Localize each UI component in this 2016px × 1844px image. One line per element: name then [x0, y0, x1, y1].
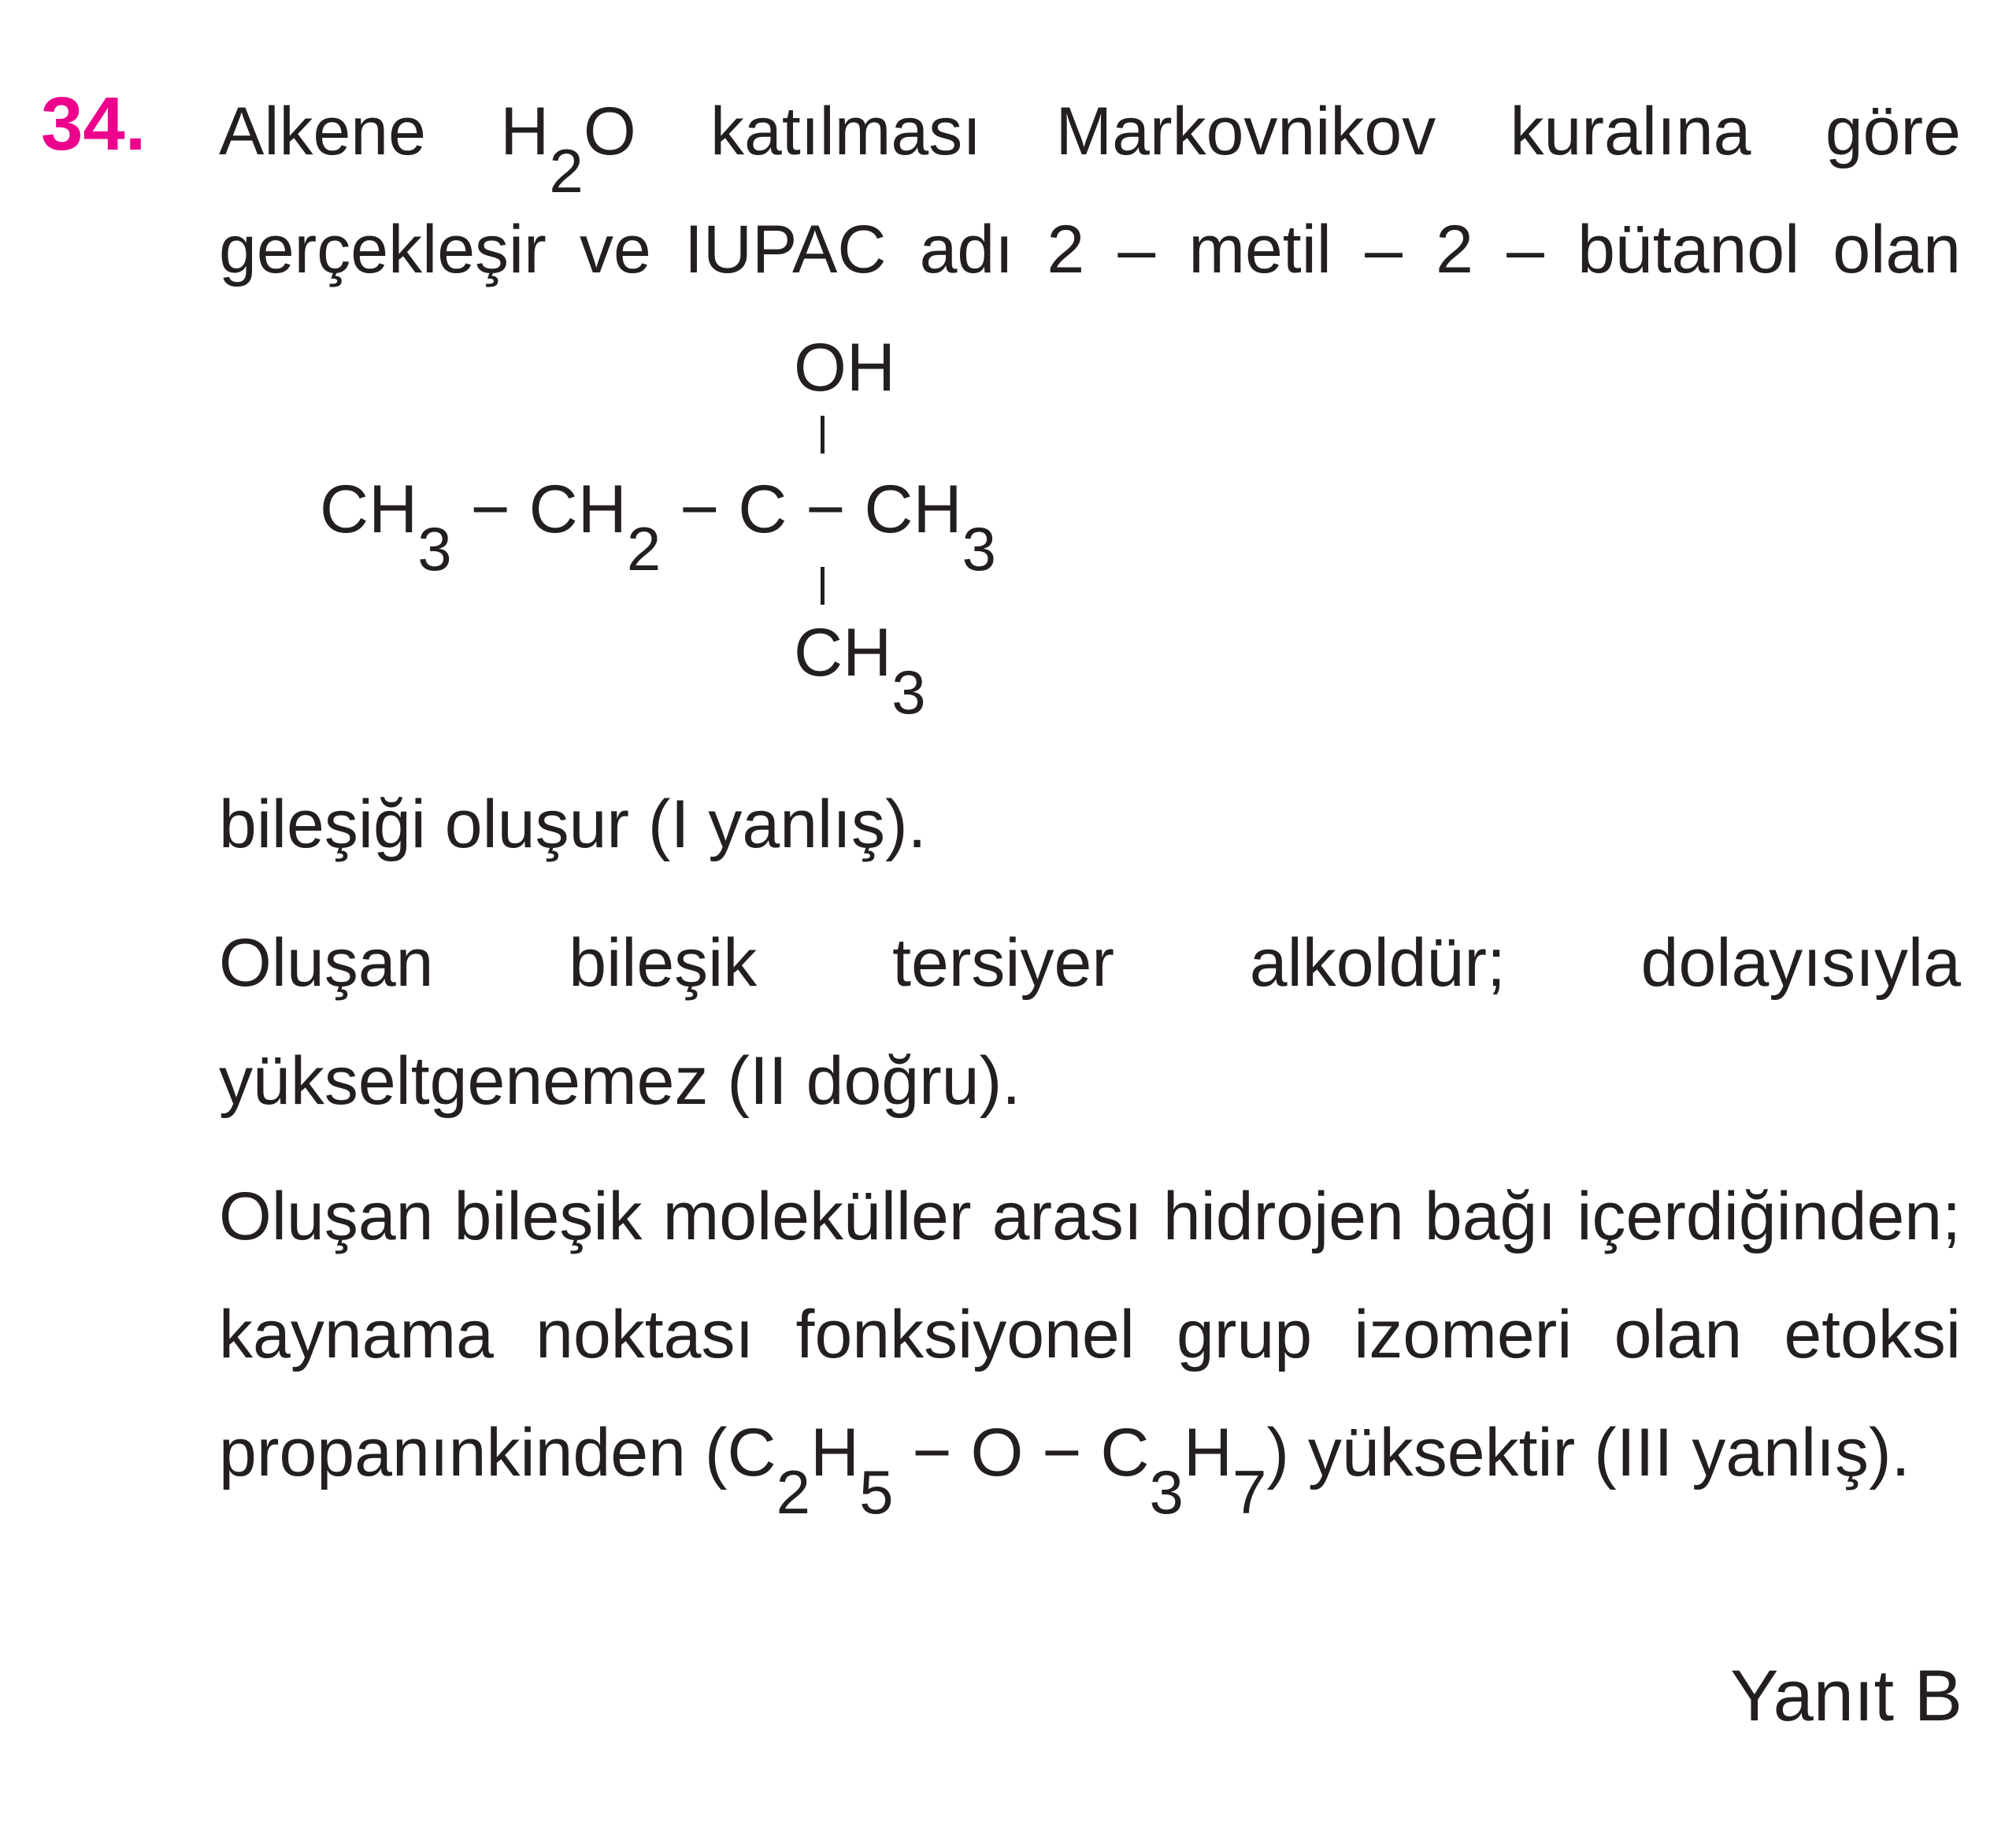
- chain-bond-1: −: [451, 472, 529, 547]
- intro-subscript: 2: [549, 136, 584, 206]
- bottom-ch: CH: [794, 615, 892, 691]
- p3-sub-4: 7: [1232, 1457, 1267, 1527]
- p3-sub-1: 2: [776, 1457, 810, 1527]
- chain-bond-3: −: [787, 472, 865, 547]
- chain-bond-2: −: [661, 472, 739, 547]
- chain-ch3-right-sub: 3: [962, 514, 996, 583]
- question-number: 34.: [41, 82, 146, 166]
- p3-text-a: Oluşan bileşik moleküller arası hidrojen bağı içerdiğinden; kaynama noktası fonksiyonel grup izomeri olan etoksi propanınkinden (C: [219, 1179, 1961, 1490]
- chain-ch3-left-sub: 3: [417, 514, 452, 583]
- paragraph-2: Oluşan bileşik tersiyer alkoldür; dolayısıyla yükseltgenemez (II doğru).: [219, 925, 1961, 1119]
- chain-ch3-left: CH: [320, 472, 418, 547]
- intro-text-1: Alkene H: [219, 94, 550, 169]
- bond-bottom: [821, 567, 825, 605]
- p3-text-e: ) yüksektir (III yanlış).: [1266, 1415, 1910, 1490]
- chain-ch2: CH: [528, 472, 627, 547]
- p3-text-b: H: [810, 1415, 860, 1490]
- p3-text-d: H: [1183, 1415, 1232, 1490]
- intro-text-2: O katılması Markovnikov kuralına göre gerçekleşir ve IUPAC adı 2 – metil – 2 – bütanol olan: [219, 94, 1961, 287]
- p3-sub-2: 5: [859, 1457, 894, 1527]
- paragraph-3: [219, 1157, 1961, 1527]
- chain-ch3-right: CH: [864, 472, 962, 547]
- chain-ch2-sub: 2: [626, 514, 662, 583]
- chain-central-carbon: C: [738, 472, 788, 547]
- structure-bottom-group: [794, 615, 926, 727]
- structure-top-group: OH: [794, 330, 895, 405]
- bond-top: [821, 416, 825, 454]
- structure-main-chain: [320, 472, 996, 583]
- p3-text-c: − O − C: [893, 1415, 1150, 1490]
- paragraph-1: bileşiği oluşur (I yanlış).: [219, 787, 927, 862]
- p3-sub-3: 3: [1149, 1457, 1184, 1527]
- bottom-ch-sub: 3: [891, 657, 926, 727]
- intro-paragraph: [219, 72, 1961, 309]
- answer-label: Yanıt B: [1730, 1656, 1962, 1736]
